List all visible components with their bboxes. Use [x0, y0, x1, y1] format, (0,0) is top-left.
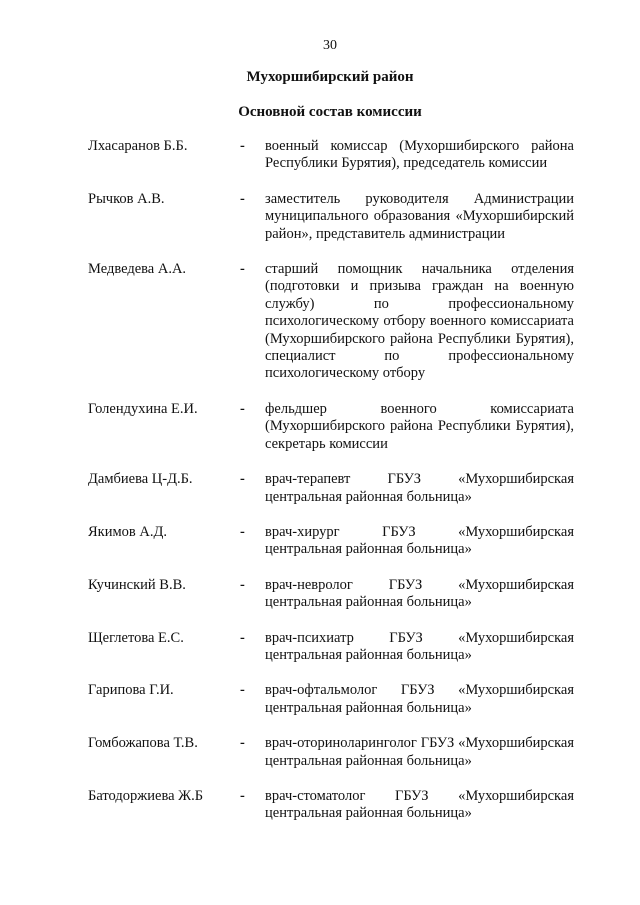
member-name: Щеглетова Е.С. [88, 629, 184, 646]
member-dash: - [240, 682, 245, 699]
member-row [88, 261, 574, 383]
member-row [88, 191, 574, 243]
member-role: старший помощник начальника отделения (подготовки и призыва граждан на военную службу) по профессиональному психологическому отбору военного комиссариата (Мухоршибирского района Республики Бурятия), специалист по профессиональному психологическому отбору [265, 261, 574, 382]
member-dash: - [240, 138, 245, 154]
member-dash: - [240, 735, 245, 752]
member-role: врач-невролог ГБУЗ «Мухоршибирская центральная районная больница» [265, 576, 574, 611]
member-role: врач-терапевт ГБУЗ «Мухоршибирская центральная районная больница» [265, 471, 574, 505]
member-name: Батодоржиева Ж.Б [88, 787, 204, 804]
member-role: врач-стоматолог ГБУЗ «Мухоршибирская центральная районная больница» [265, 787, 574, 822]
member-name: Якимов А.Д. [88, 523, 167, 540]
member-row [88, 577, 574, 612]
member-row [88, 630, 574, 665]
member-role: военный комиссар (Мухоршибирского района Республики Бурятия), председатель комиссии [265, 138, 574, 172]
member-name: Медведева А.А. [88, 261, 187, 278]
member-row [88, 471, 574, 506]
commission-members-list [88, 138, 574, 841]
member-dash: - [240, 523, 245, 540]
member-name: Рычков А.В. [88, 190, 165, 207]
member-dash: - [240, 576, 245, 593]
district-title: Мухоршибирский район [246, 69, 414, 85]
member-name: Голендухина Е.И. [88, 400, 198, 417]
member-row [88, 401, 574, 453]
section-title: Основной состав комиссии [238, 104, 422, 120]
member-role: врач-оториноларинголог ГБУЗ «Мухоршибирская центральная районная больница» [265, 735, 574, 769]
member-name: Лхасаранов Б.Б. [88, 138, 188, 154]
member-dash: - [240, 261, 245, 278]
member-role: заместитель руководителя Администрации муниципального образования «Мухоршибирский район», представитель администрации [265, 190, 574, 242]
member-name: Гомбожапова Т.В. [88, 735, 198, 752]
member-row [88, 735, 574, 770]
member-role: врач-психиатр ГБУЗ «Мухоршибирская центральная районная больница» [265, 629, 574, 663]
member-name: Кучинский В.В. [88, 576, 186, 593]
member-name: Дамбиева Ц-Д.Б. [88, 471, 193, 488]
page-number: 30 [323, 38, 337, 53]
member-row [88, 682, 574, 717]
member-dash: - [240, 190, 245, 207]
member-row [88, 788, 574, 823]
member-dash: - [240, 471, 245, 488]
member-name: Гарипова Г.И. [88, 682, 174, 699]
member-row [88, 524, 574, 559]
member-role: врач-офтальмолог ГБУЗ «Мухоршибирская центральная районная больница» [265, 682, 574, 716]
member-dash: - [240, 629, 245, 646]
member-dash: - [240, 787, 245, 804]
member-dash: - [240, 400, 245, 417]
member-role: фельдшер военного комиссариата (Мухоршибирского района Республики Бурятия), секретарь комиссии [265, 400, 574, 452]
member-role: врач-хирург ГБУЗ «Мухоршибирская центральная районная больница» [265, 523, 574, 558]
member-row [88, 138, 574, 173]
